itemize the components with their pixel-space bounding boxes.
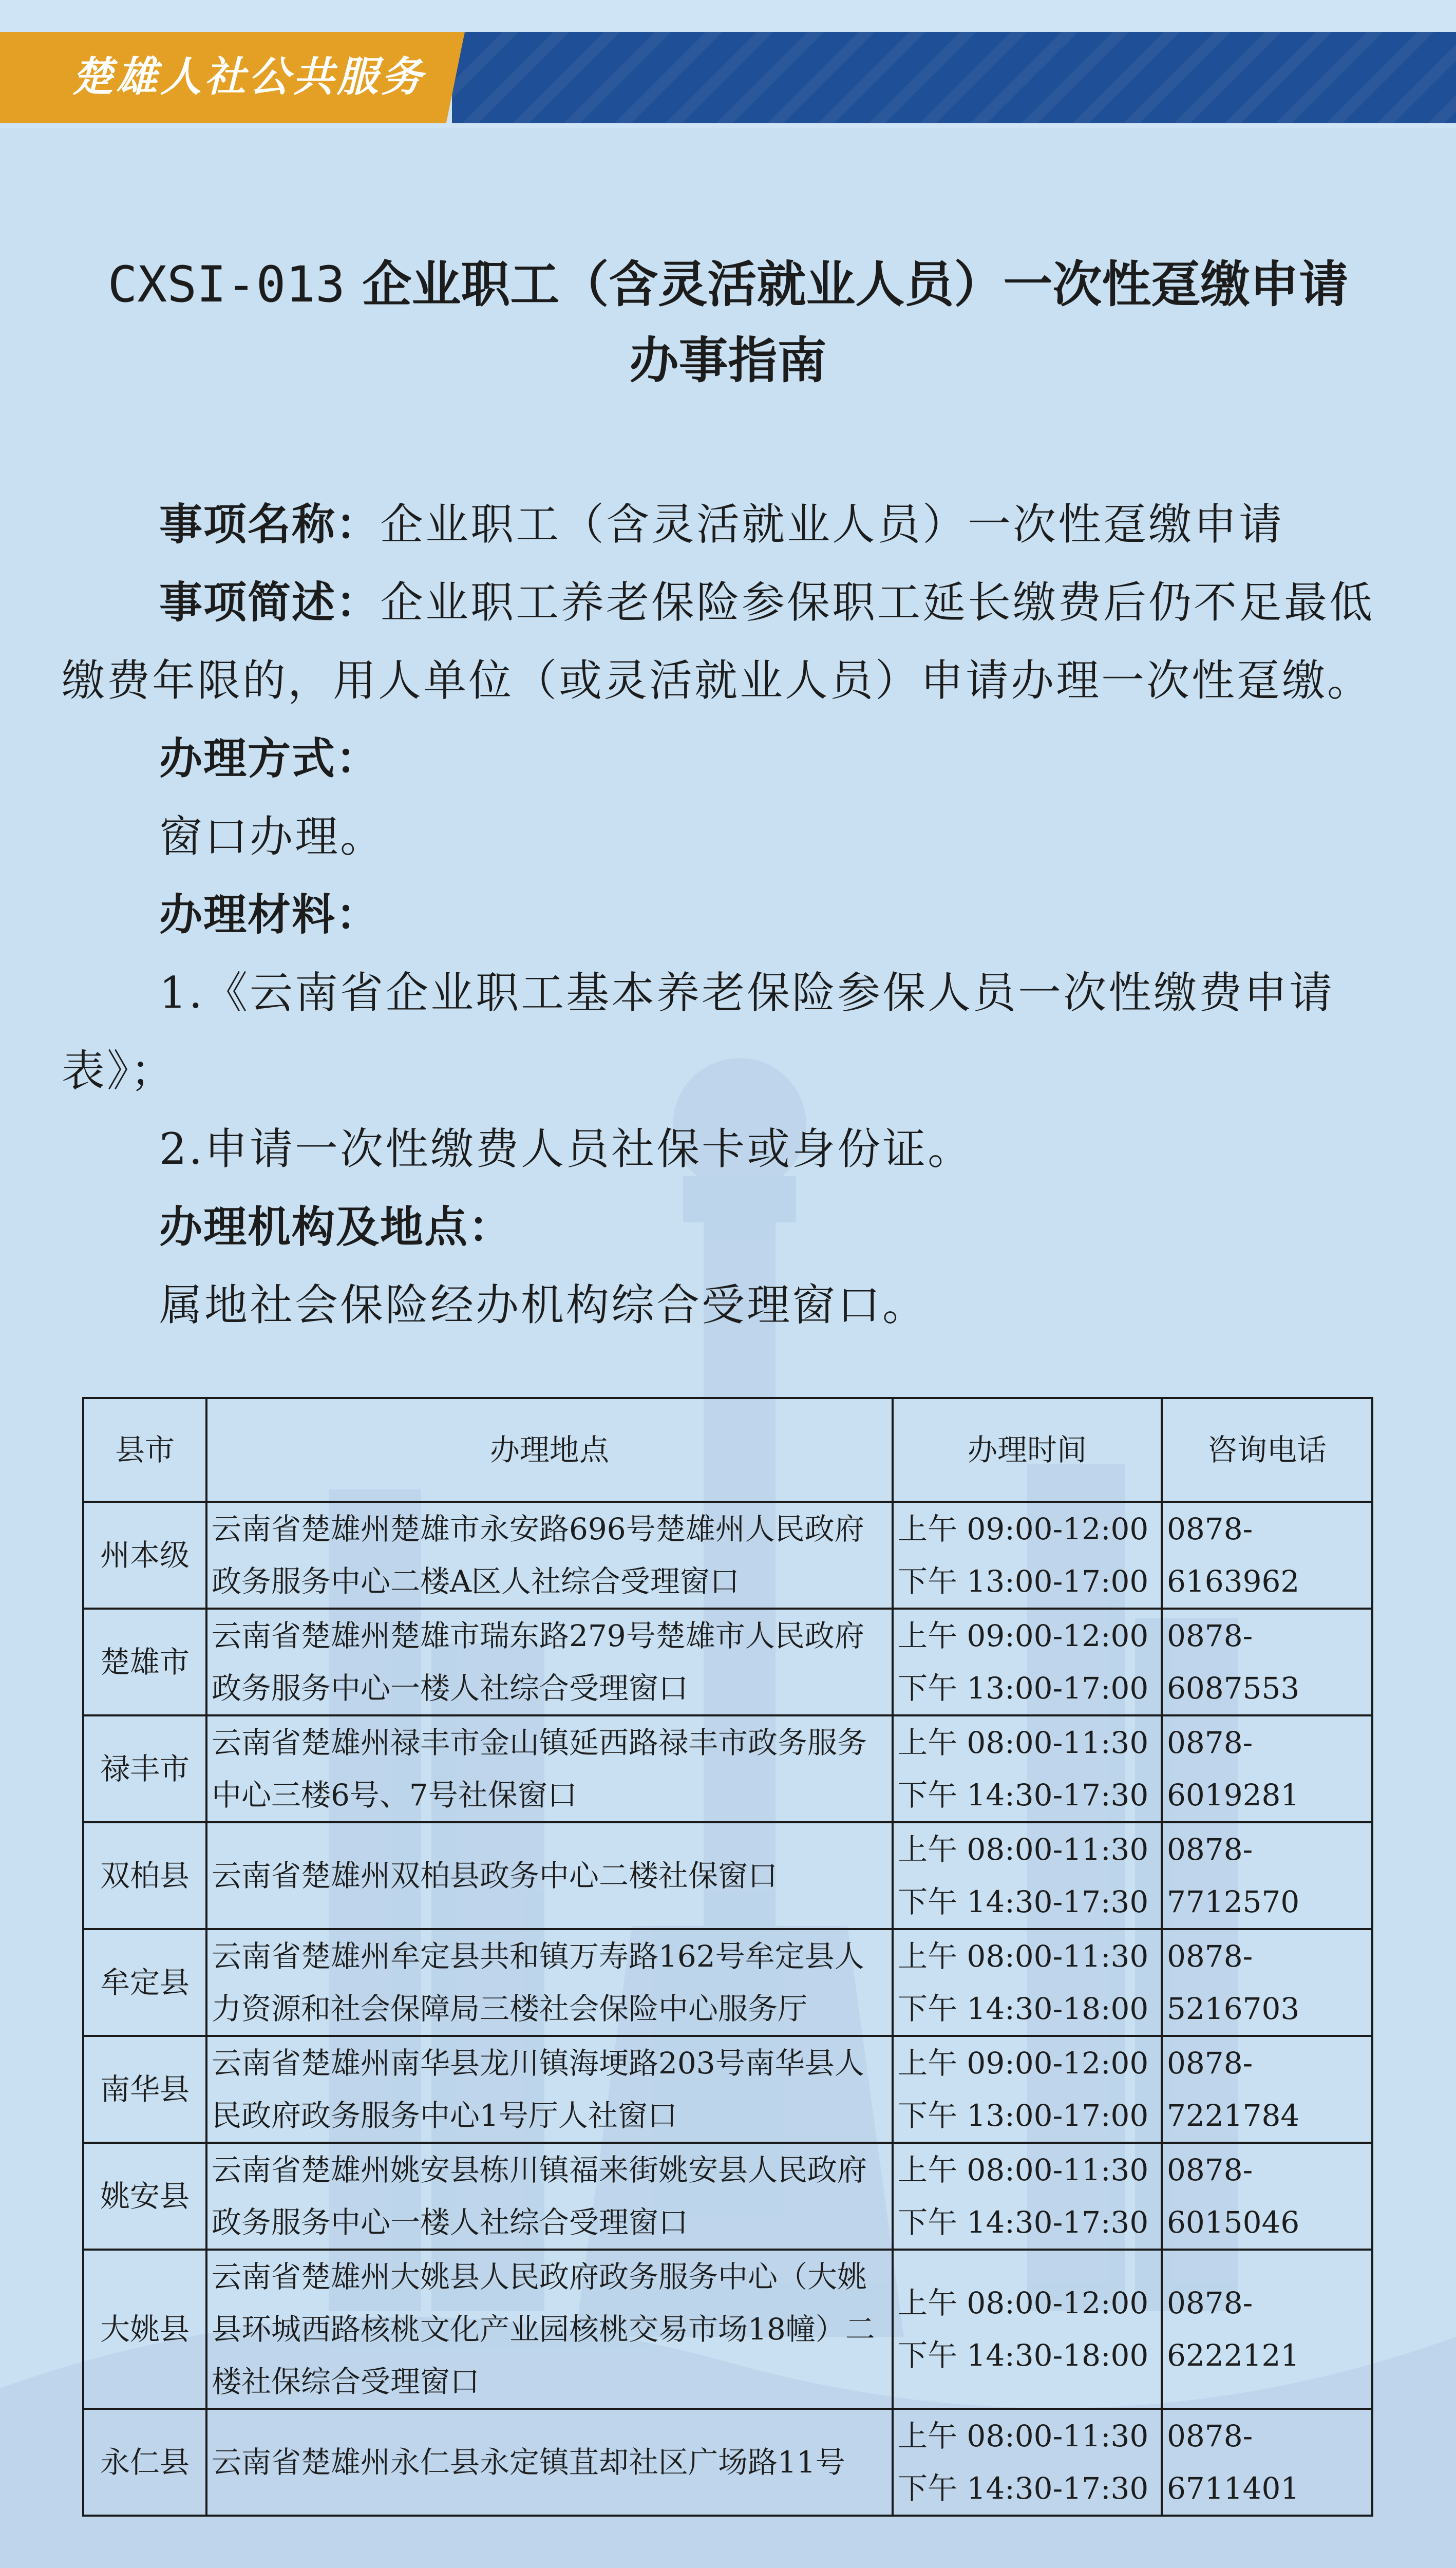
page-title: [0, 247, 1456, 399]
hours-pm: 下午 14:30-17:30: [898, 1884, 1149, 1919]
hours-am: 上午 08:00-12:00: [898, 2286, 1149, 2320]
phone-cell: 0878-6087553: [1162, 1609, 1372, 1715]
table-row: [83, 2036, 1372, 2143]
item-name-value: 企业职工（含灵活就业人员）一次性趸缴申请: [380, 499, 1284, 550]
county-cell: 永仁县: [83, 2409, 206, 2516]
county-cell: 双柏县: [83, 1822, 206, 1929]
hours-am: 上午 08:00-11:30: [898, 1939, 1149, 1974]
county-cell: 大姚县: [83, 2250, 206, 2409]
hours-pm: 下午 14:30-18:00: [898, 1991, 1149, 2026]
column-header-address: 办理地点: [206, 1398, 893, 1502]
service-locations-table: [82, 1397, 1373, 2517]
hours-cell: [893, 2409, 1162, 2516]
hours-cell: [893, 2250, 1162, 2409]
address-cell: 云南省楚雄州楚雄市瑞东路279号楚雄市人民政府政务服务中心一楼人社综合受理窗口: [206, 1609, 893, 1715]
hours-am: 上午 08:00-11:30: [898, 1725, 1149, 1760]
address-cell: 云南省楚雄州禄丰市金山镇延西路禄丰市政务服务中心三楼6号、7号社保窗口: [206, 1715, 893, 1822]
hours-am: 上午 09:00-12:00: [898, 2046, 1149, 2081]
phone-cell: 0878-6019281: [1162, 1715, 1372, 1822]
county-cell: 禄丰市: [83, 1715, 206, 1822]
column-header-county: 县市: [83, 1398, 206, 1502]
address-cell: 云南省楚雄州楚雄市永安路696号楚雄州人民政府政务服务中心二楼A区人社综合受理窗口: [206, 1502, 893, 1609]
address-cell: 云南省楚雄州双柏县政务中心二楼社保窗口: [206, 1822, 893, 1929]
address-cell: 云南省楚雄州永仁县永定镇苴却社区广场路11号: [206, 2409, 893, 2516]
hours-cell: [893, 2143, 1162, 2250]
phone-cell: 0878-6222121: [1162, 2250, 1372, 2409]
hours-am: 上午 08:00-11:30: [898, 2152, 1149, 2187]
county-cell: 姚安县: [83, 2143, 206, 2250]
address-cell: 云南省楚雄州姚安县栋川镇福来街姚安县人民政府政务服务中心一楼人社综合受理窗口: [206, 2143, 893, 2250]
hours-pm: 下午 14:30-17:30: [898, 1778, 1149, 1812]
method-label: 办理方式：: [159, 733, 381, 784]
hours-pm: 下午 13:00-17:00: [898, 1564, 1149, 1599]
hours-am: 上午 08:00-11:30: [898, 2419, 1149, 2453]
table-header-row: [83, 1398, 1372, 1502]
address-cell: 云南省楚雄州牟定县共和镇万寿路162号牟定县人力资源和社会保障局三楼社会保险中心服务厅: [206, 1929, 893, 2036]
title-line-1: [0, 247, 1456, 323]
phone-cell: 0878-7712570: [1162, 1822, 1372, 1929]
title-code: CXSI-013: [107, 256, 345, 313]
county-cell: 南华县: [83, 2036, 206, 2143]
county-cell: 楚雄市: [83, 1609, 206, 1715]
address-cell: 云南省楚雄州大姚县人民政府政务服务中心（大姚县环城西路核桃文化产业园核桃交易市场18幢）二楼社保综合受理窗口: [206, 2250, 893, 2409]
hours-cell: [893, 1929, 1162, 2036]
table-row: [83, 1822, 1372, 1929]
hours-cell: [893, 1822, 1162, 1929]
item-description-label: 事项简述：: [159, 577, 381, 628]
item-description-value: 企业职工养老保险参保职工延长缴费后仍不足最低缴费年限的，用人单位（或灵活就业人员）申请办理一次性趸缴。: [62, 577, 1375, 706]
hours-cell: [893, 2036, 1162, 2143]
hours-pm: 下午 14:30-17:30: [898, 2471, 1149, 2506]
title-line-2: 办事指南: [629, 332, 827, 389]
table-row: [83, 2143, 1372, 2250]
hours-am: 上午 08:00-11:30: [898, 1832, 1149, 1867]
phone-cell: 0878-6711401: [1162, 2409, 1372, 2516]
item-name-label: 事项名称：: [159, 499, 381, 550]
header-blue-band: [452, 32, 1456, 123]
material-item-1: 1.《云南省企业职工基本养老保险参保人员一次性缴费申请表》；: [62, 968, 1335, 1096]
material-item-2: 2.申请一次性缴费人员社保卡或身份证。: [159, 1124, 973, 1174]
phone-cell: 0878-6163962: [1162, 1502, 1372, 1609]
hours-cell: [893, 1502, 1162, 1609]
phone-cell: 0878-5216703: [1162, 1929, 1372, 2036]
materials-label: 办理材料：: [159, 890, 381, 940]
phone-cell: 0878-7221784: [1162, 2036, 1372, 2143]
title-main: 企业职工（含灵活就业人员）一次性趸缴申请: [362, 256, 1349, 313]
county-cell: 州本级: [83, 1502, 206, 1609]
table-row: [83, 1715, 1372, 1822]
column-header-hours: 办理时间: [893, 1398, 1162, 1502]
item-description-paragraph: [62, 563, 1397, 720]
table-row: [83, 1502, 1372, 1609]
hours-pm: 下午 13:00-17:00: [898, 1671, 1149, 1706]
hours-cell: [893, 1609, 1162, 1715]
header-banner: [0, 0, 1456, 128]
table-row: [83, 1929, 1372, 2036]
table-row: [83, 2250, 1372, 2409]
hours-pm: 下午 14:30-18:00: [898, 2338, 1149, 2373]
item-name-paragraph: [62, 485, 1397, 563]
guide-content: [62, 485, 1397, 1344]
agency-label: 办理机构及地点：: [159, 1202, 513, 1252]
table-row: [83, 2409, 1372, 2516]
hours-pm: 下午 13:00-17:00: [898, 2098, 1149, 2133]
hours-pm: 下午 14:30-17:30: [898, 2205, 1149, 2240]
hours-am: 上午 09:00-12:00: [898, 1512, 1149, 1546]
phone-cell: 0878-6015046: [1162, 2143, 1372, 2250]
hours-cell: [893, 1715, 1162, 1822]
column-header-phone: 咨询电话: [1162, 1398, 1372, 1502]
county-cell: 牟定县: [83, 1929, 206, 2036]
method-value: 窗口办理。: [159, 811, 386, 862]
address-cell: 云南省楚雄州南华县龙川镇海埂路203号南华县人民政府政务服务中心1号厅人社窗口: [206, 2036, 893, 2143]
table-row: [83, 1609, 1372, 1715]
hours-am: 上午 09:00-12:00: [898, 1618, 1149, 1653]
brand-name: 楚雄人社公共服务: [72, 53, 425, 101]
agency-value: 属地社会保险经办机构综合受理窗口。: [159, 1280, 928, 1330]
